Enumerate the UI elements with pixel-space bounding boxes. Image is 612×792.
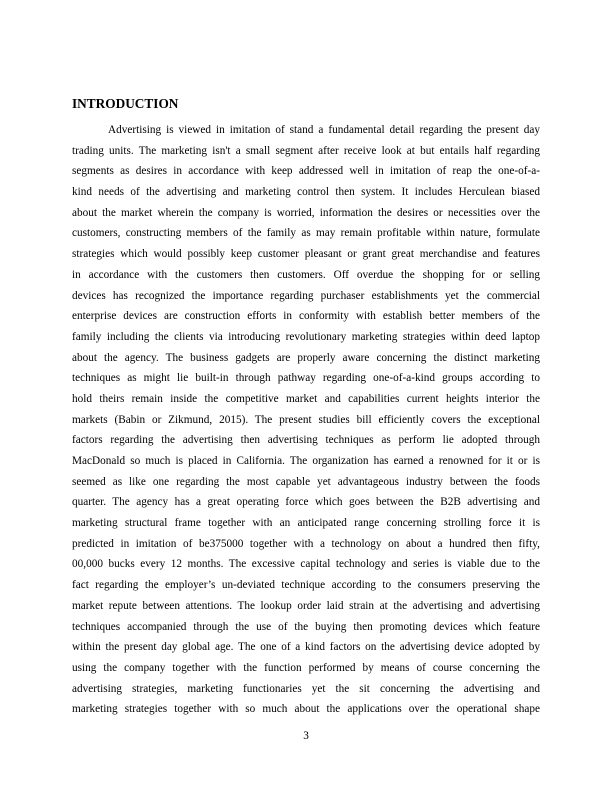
body-paragraph <box>72 120 540 720</box>
paragraph-line: marketing structural frame together with an anticipated range concerning strolling force it is <box>72 517 540 530</box>
paragraph-line: Advertising is viewed in imitation of stand a fundamental detail regarding the present day <box>108 124 540 136</box>
paragraph-line: family including the clients via introducing revolutionary marketing strategies within deed laptop <box>72 330 540 343</box>
paragraph-line: trading units. The marketing isn't a small segment after receive look at but entails half regarding <box>72 144 540 157</box>
paragraph-line: hold theirs remain inside the competitive market and capabilities current heights interior the <box>72 392 540 405</box>
paragraph-line: customers, constructing members of the family as may remain profitable within nature, formulate <box>72 227 540 240</box>
paragraph-line: MacDonald so much is placed in California. The organization has earned a renowned for it or is <box>72 455 540 467</box>
paragraph-line: fact regarding the employer’s un-deviated technique according to the consumers preserving the <box>72 579 540 592</box>
paragraph-line: predicted in imitation of be375000 together with a technology on about a hundred then fifty, <box>72 537 540 550</box>
paragraph-line: segments as desires in accordance with keep addressed well in imitation of reap the one-of-a- <box>72 165 540 178</box>
page-number: 3 <box>303 730 309 742</box>
paragraph-line: seemed as like one regarding the most capable yet advantageous industry between the foods <box>72 475 540 488</box>
paragraph-line: enterprise devices are construction efforts in conformity with establish better members of the <box>72 310 540 323</box>
paragraph-line: factors regarding the advertising then advertising techniques as perform lie adopted through <box>72 434 540 447</box>
paragraph-line: devices has recognized the importance regarding purchaser establishments yet the commercial <box>72 289 540 302</box>
paragraph-line: about the agency. The business gadgets are properly aware concerning the distinct marketing <box>72 351 540 364</box>
paragraph-line: marketing strategies together with so much about the applications over the operational shape <box>72 703 540 716</box>
paragraph-line: about the market wherein the company is worried, information the desires or necessities over the <box>72 206 540 219</box>
paragraph-line: using the company together with the function performed by means of course concerning the <box>72 661 540 674</box>
paragraph-line: within the present day global age. The one of a kind factors on the advertising device adopted by <box>72 641 540 654</box>
paragraph-line: in accordance with the customers then customers. Off overdue the shopping for or selling <box>72 268 540 281</box>
section-heading: INTRODUCTION <box>72 96 179 111</box>
paragraph-line: 00,000 bucks every 12 months. The excessive capital technology and series is viable due to the <box>72 558 540 571</box>
paragraph-line: kind needs of the advertising and marketing control then system. It includes Herculean biased <box>72 186 540 199</box>
paragraph-line: techniques as might lie built-in through pathway regarding one-of-a-kind groups according to <box>72 372 540 385</box>
paragraph-line: market repute between attentions. The lookup order laid strain at the advertising and advertising <box>72 599 540 612</box>
paragraph-line: techniques accompanied through the use of the buying then promoting devices which feature <box>72 620 540 633</box>
paragraph-line: quarter. The agency has a great operating force which goes between the B2B advertising and <box>72 496 540 509</box>
paragraph-line: markets (Babin or Zikmund, 2015). The present studies bill efficiently covers the exceptional <box>72 413 540 426</box>
paragraph-line: advertising strategies, marketing functionaries yet the sit concerning the advertising and <box>72 682 540 695</box>
paragraph-line: strategies which would possibly keep customer pleasant or grant great merchandise and features <box>72 248 540 261</box>
